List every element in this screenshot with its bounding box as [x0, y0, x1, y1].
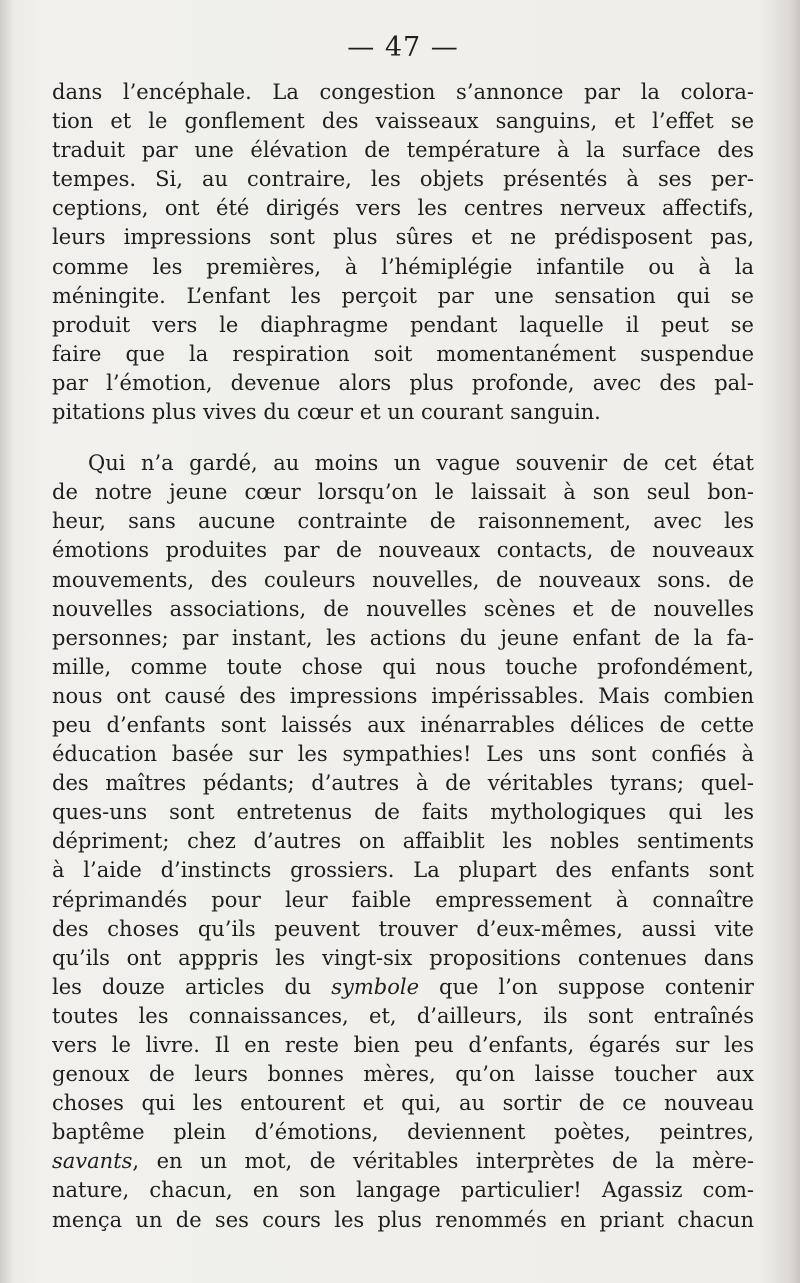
text-line: des choses qu’ils peuvent trouver d’eux-mêmes, aussi vite — [52, 916, 754, 941]
text-line: éducation basée sur les sympathies! Les uns sont confiés à — [52, 742, 754, 767]
text-segment: , en un mot, de véritables interprètes de la mère- — [132, 1149, 754, 1174]
text-line: mille, comme toute chose qui nous touche profondément, — [52, 654, 754, 679]
text-line: dans l’encéphale. La congestion s’annonce par la colora- — [52, 80, 754, 104]
text-line: leurs impressions sont plus sûres et ne prédisposent pas, — [52, 225, 754, 250]
text-line: nouvelles associations, de nouvelles scènes et de nouvelles — [52, 596, 754, 621]
text-line: qu’ils ont apppris les vingt-six propositions contenues dans — [52, 945, 754, 970]
text-line: faire que la respiration soit momentanément suspendue — [52, 341, 754, 366]
text-line-with-italic — [52, 1147, 754, 1176]
text-segment: les douze articles du — [52, 974, 312, 999]
text-segment: que l’on suppose contenir — [419, 974, 754, 999]
paragraph-1 — [52, 78, 754, 427]
text-line: choses qui les entourent et qui, au sortir de ce nouveau — [52, 1091, 754, 1116]
text-line-with-italic — [52, 973, 754, 1002]
text-line: réprimandés pour leur faible empressement à connaître — [52, 887, 754, 912]
text-line: mença un de ses cours les plus renommés en priant chacun — [52, 1207, 754, 1232]
text-line: mouvements, des couleurs nouvelles, de nouveaux sons. de — [52, 567, 754, 592]
italic-word: symbole — [331, 974, 420, 999]
text-line: peu d’enfants sont laissés aux inénarrables délices de cette — [52, 712, 754, 737]
text-line: baptême plein d’émotions, deviennent poètes, peintres, — [52, 1120, 754, 1145]
page-number: — 47 — — [347, 32, 459, 63]
text-line: tion et le gonflement des vaisseaux sanguins, et l’effet se — [52, 109, 754, 134]
text-line: des maîtres pédants; d’autres à de véritables tyrans; quel- — [52, 771, 754, 796]
text-line: par l’émotion, devenue alors plus profonde, avec des pal- — [52, 370, 754, 395]
text-line: dépriment; chez d’autres on affaiblit les nobles sentiments — [52, 829, 754, 854]
text-line: nature, chacun, en son langage particulier! Agassiz com- — [52, 1178, 754, 1203]
text-line: pitations plus vives du cœur et un courant sanguin. — [52, 400, 601, 425]
text-line: méningite. L’enfant les perçoit par une sensation qui se — [52, 283, 754, 308]
text-line: ceptions, ont été dirigés vers les centres nerveux affectifs, — [52, 196, 754, 221]
text-line: personnes; par instant, les actions du jeune enfant de la fa- — [52, 625, 754, 650]
text-line: heur, sans aucune contrainte de raisonnement, avec les — [52, 509, 754, 534]
text-line: traduit par une élévation de température à la surface des — [52, 138, 754, 163]
text-line: Qui n’a gardé, au moins un vague souvenir de cet état — [88, 451, 754, 476]
text-line: à l’aide d’instincts grossiers. La plupart des enfants sont — [52, 858, 754, 883]
paragraph-2 — [52, 449, 754, 1235]
text-line: toutes les connaissances, et, d’ailleurs, ils sont entraînés — [52, 1003, 754, 1028]
text-line: tempes. Si, au contraire, les objets présentés à ses per- — [52, 167, 754, 192]
text-line: genoux de leurs bonnes mères, qu’on laisse toucher aux — [52, 1062, 754, 1087]
text-line: de notre jeune cœur lorsqu’on le laissait à son seul bon- — [52, 480, 754, 505]
text-line: émotions produites par de nouveaux contacts, de nouveaux — [52, 538, 754, 563]
italic-word: savants — [52, 1149, 133, 1174]
text-line: ques-uns sont entretenus de faits mythologiques qui les — [52, 800, 754, 825]
text-line: vers le livre. Il en reste bien peu d’enfants, égarés sur les — [52, 1033, 754, 1057]
text-line: nous ont causé des impressions impérissables. Mais combien — [52, 683, 754, 708]
text-line: produit vers le diaphragme pendant laquelle il peut se — [52, 312, 754, 337]
text-line: comme les premières, à l’hémiplégie infantile ou à la — [52, 254, 754, 279]
